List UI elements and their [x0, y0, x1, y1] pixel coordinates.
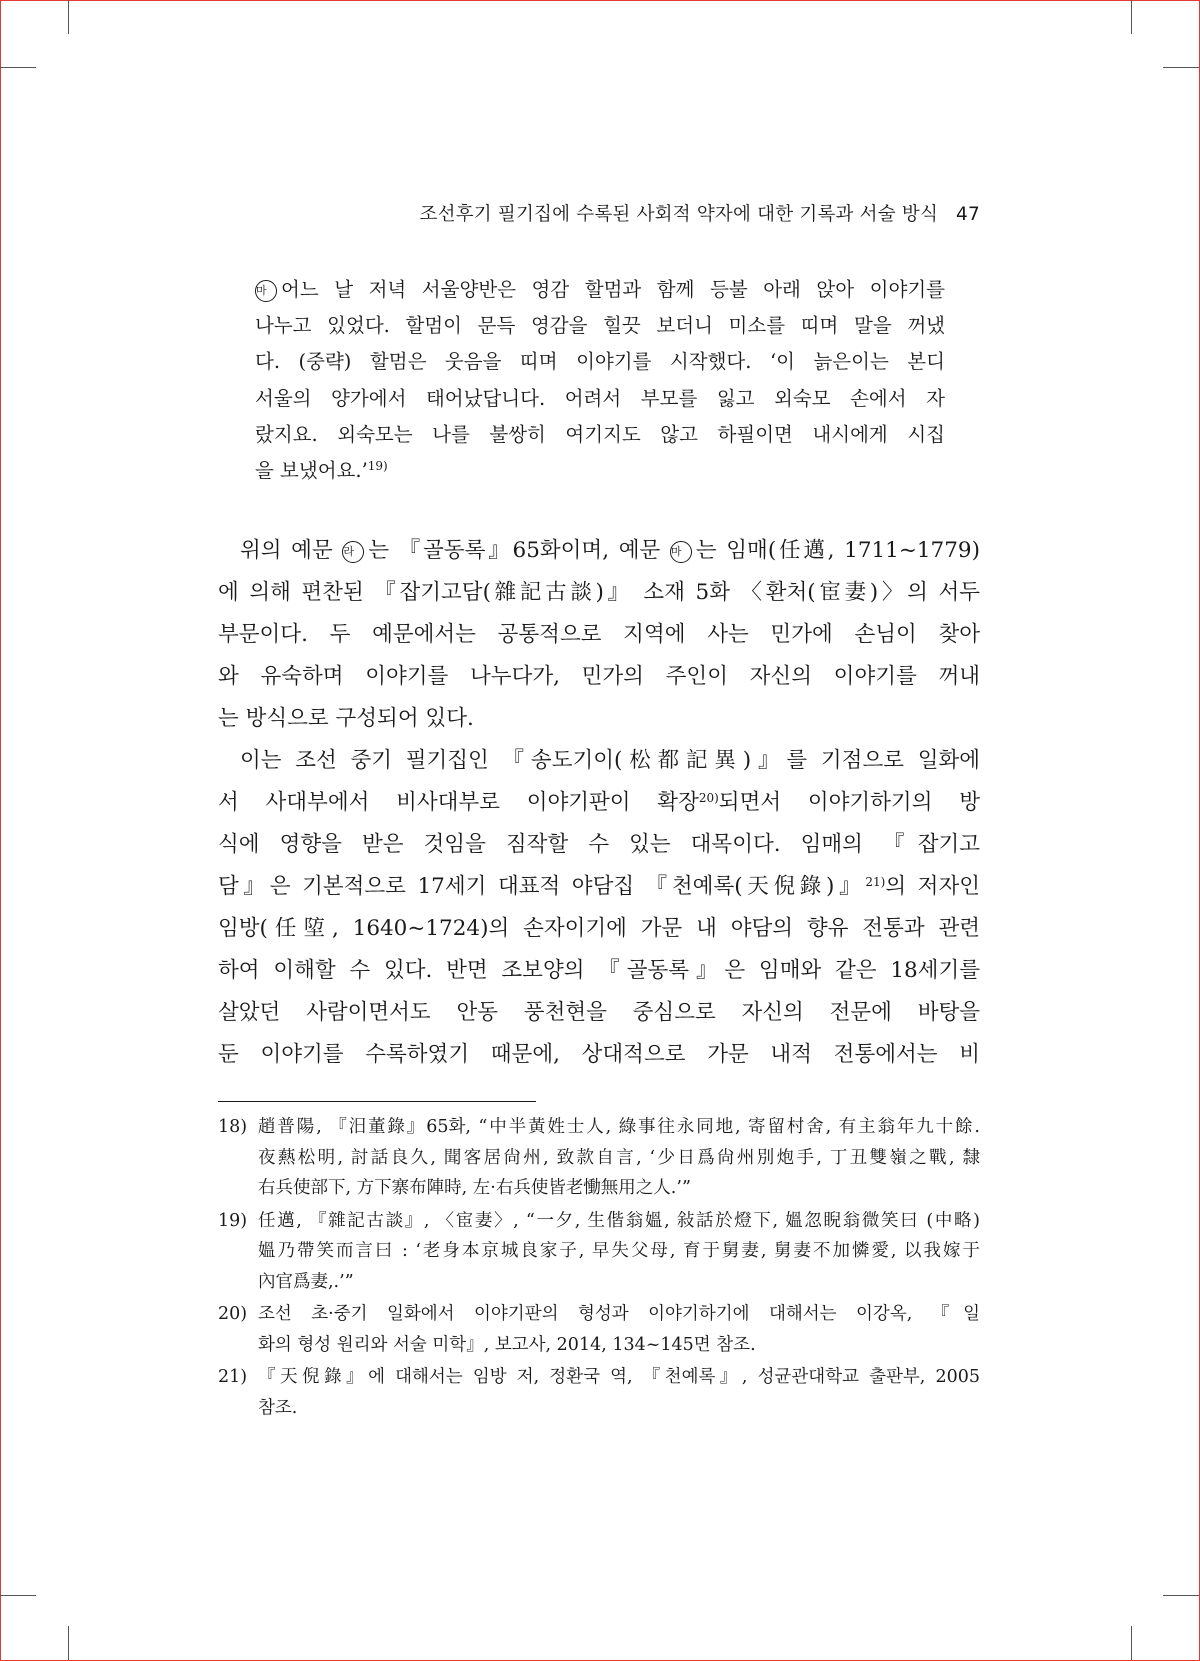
- body-text: [218, 530, 980, 1076]
- paragraph-1-line-5: 는 방식으로 구성되어 있다.: [218, 706, 474, 731]
- paragraph-1-line-4: 와 유숙하며 이야기를 나누다가, 민가의 주인이 자신의 이야기를 꺼내: [218, 664, 980, 689]
- footnote-line: 『天倪錄』에 대해서는 임방 저, 정환국 역, 『천예록』, 성균관대학교 출판부, 2005: [258, 1367, 980, 1387]
- footnote-ref-20: 20): [698, 791, 719, 805]
- circled-marker-ma: 마: [670, 541, 692, 563]
- footnotes: [218, 1112, 980, 1425]
- running-header: [200, 200, 980, 226]
- quote-line-1: 마 어느 날 저녁 서울양반은 영감 할멈과 함께 등불 아래 앉아 이야기를: [256, 278, 945, 301]
- footnote-line: 內官爲妻,.’”: [258, 1271, 354, 1292]
- paragraph-2-line-6: 하여 이해할 수 있다. 반면 조보양의 『골동록』은 임매와 같은 18세기를: [218, 958, 980, 983]
- crop-mark-bottom-right: [1131, 1626, 1132, 1660]
- footnote-18: [218, 1112, 980, 1204]
- footnote-line: 조선 초·중기 일화에서 이야기판의 형성과 이야기하기에 대해서는 이강옥, 『일: [258, 1304, 980, 1324]
- paragraph-2-line-1: 이는 조선 중기 필기집인 『송도기이(松都記異)』를 기점으로 일화에: [240, 748, 980, 773]
- footnote-ref-21: 21): [865, 875, 886, 889]
- paragraph-2: [218, 740, 980, 1076]
- circled-marker-ma: 마: [255, 280, 277, 302]
- quote-line-2: 나누고 있었다. 할멈이 문득 영감을 힐끗 보더니 미소를 띠며 말을 꺼냈: [255, 314, 945, 338]
- footnote-divider: [218, 1101, 536, 1102]
- paragraph-1: [218, 530, 980, 740]
- footnote-line: 夜爇松明, 討話良久, 聞客居尙州, 致款自言, ‘少日爲尙州別炮手, 丁丑雙嶺之戰, 隸: [258, 1147, 980, 1168]
- paragraph-2-line-3: 식에 영향을 받은 것임을 짐작할 수 있는 대목이다. 임매의 『잡기고: [218, 832, 980, 857]
- crop-mark-top-left-horizontal: [0, 67, 36, 68]
- footnote-number: 20): [218, 1304, 248, 1324]
- crop-mark-bottom-left-horizontal: [0, 1595, 36, 1596]
- crop-mark-bottom-right-horizontal: [1163, 1595, 1199, 1596]
- footnote-line: 화의 형성 원리와 서술 미학』, 보고사, 2014, 134~145면 참조.: [258, 1334, 756, 1355]
- quote-line-4: 서울의 양가에서 태어났답니다. 어려서 부모를 잃고 외숙모 손에서 자: [255, 386, 945, 410]
- footnote-20: [218, 1299, 980, 1360]
- running-header-title: 조선후기 필기집에 수록된 사회적 약자에 대한 기록과 서술 방식: [419, 204, 939, 225]
- quote-line-3: 다. (중략) 할멈은 웃음을 띠며 이야기를 시작했다. ‘이 늙은이는 본디: [255, 350, 945, 374]
- crop-mark-top-right: [1131, 0, 1132, 34]
- footnote-number: 21): [218, 1367, 248, 1387]
- footnote-ref-19: 19): [367, 459, 388, 474]
- quote-line-6: 을 보냈어요.’$^{19)}$: [255, 459, 388, 483]
- footnote-line: 참조.: [258, 1397, 298, 1418]
- crop-mark-top-left: [68, 0, 69, 34]
- quote-line-5: 랐지요. 외숙모는 나를 불쌍히 여기지도 않고 하필이면 내시에게 시집: [255, 422, 945, 446]
- crop-mark-top-right-horizontal: [1163, 67, 1199, 68]
- paragraph-2-line-2: 서 사대부에서 비사대부로 이야기판이 확장$^{20)}$되면서 이야기하기의 방: [218, 790, 980, 815]
- paragraph-2-line-8: 둔 이야기를 수록하였기 때문에, 상대적으로 가문 내적 전통에서는 비: [218, 1042, 980, 1067]
- footnote-line: 右兵使部下, 方下寨布陣時, 左·右兵使皆老慟無用之人.’”: [258, 1178, 691, 1198]
- footnote-number: 19): [218, 1210, 248, 1231]
- paragraph-2-line-7: 살았던 사람이면서도 안동 풍천현을 중심으로 자신의 전문에 바탕을: [218, 1000, 980, 1025]
- paragraph-1-line-2: 에 의해 편찬된 『잡기고담(雜記古談)』 소재 5화 〈환처(宦妻)〉의 서두: [218, 580, 980, 605]
- paragraph-1-line-1: 위의 예문 라 는 『골동록』65화이며, 예문 마 는 임매(任邁, 1711~1779): [240, 538, 980, 563]
- quote-excerpt: [255, 272, 945, 489]
- footnote-line: 趙普陽, 『汨董錄』65화, “中半黃姓士人, 綠事往永同地, 寄留村舍, 有主翁年九十餘.: [258, 1117, 980, 1137]
- crop-mark-bottom-left: [68, 1626, 69, 1660]
- footnote-19: [218, 1206, 980, 1298]
- circled-marker-ra: 라: [342, 541, 364, 563]
- footnote-21: [218, 1362, 980, 1423]
- footnote-number: 18): [218, 1117, 248, 1137]
- paragraph-1-line-3: 부문이다. 두 예문에서는 공통적으로 지역에 사는 민가에 손님이 찾아: [218, 622, 980, 647]
- page-number: 47: [956, 204, 980, 225]
- footnote-line: 媼乃帶笑而言曰 : ‘老身本京城良家子, 早失父母, 育于舅妻, 舅妻不加憐愛, 以我嫁于: [258, 1241, 980, 1261]
- paragraph-2-line-4: 담』은 기본적으로 17세기 대표적 야담집 『천예록(天倪錄)』$^{21)}$의 저자인: [218, 874, 980, 899]
- paragraph-2-line-5: 임방(任埅, 1640~1724)의 손자이기에 가문 내 야담의 향유 전통과 관련: [218, 916, 980, 941]
- footnote-line: 任邁, 『雜記古談』, 〈宦妻〉, “一夕, 生偕翁媼, 敍話於燈下, 媼忽睨翁微笑曰 (中略): [258, 1210, 980, 1231]
